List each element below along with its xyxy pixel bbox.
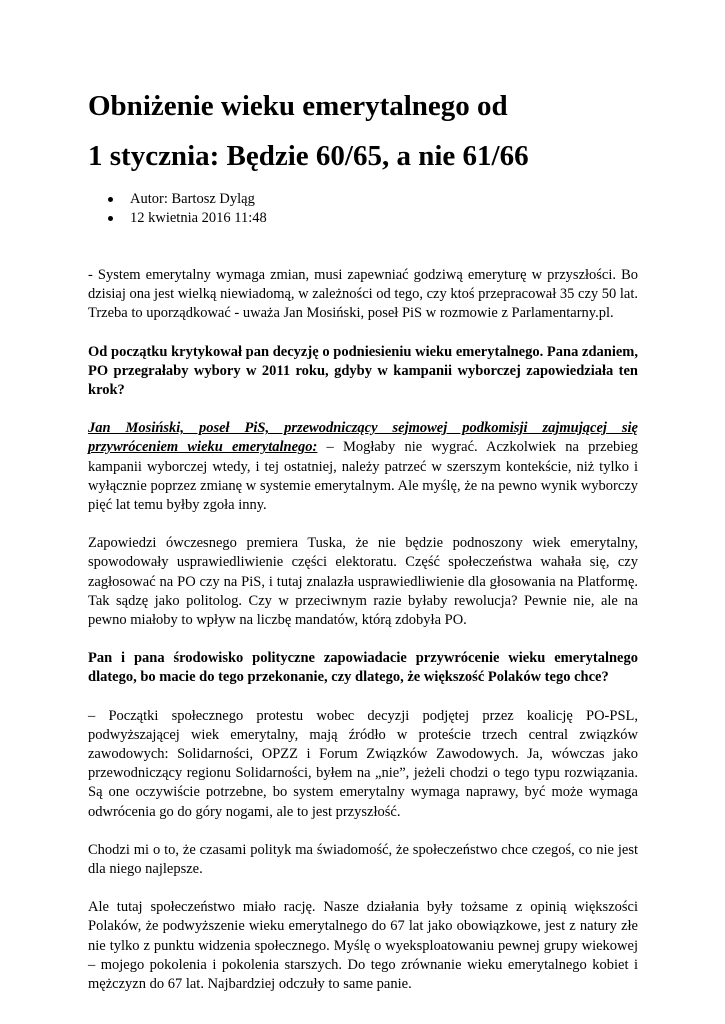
meta-author: Autor: Bartosz Dyląg: [130, 191, 255, 207]
paragraph-4: Chodzi mi o to, że czasami polityk ma świadomość, że społeczeństwo chce czegoś, co nie jest dla niego najlepsze.: [88, 841, 638, 878]
article-meta-list: [88, 190, 267, 228]
article-body: [88, 266, 638, 1013]
article-title-line-1: Obniżenie wieku emerytalnego od: [88, 90, 508, 122]
paragraph-2: Zapowiedzi ówczesnego premiera Tuska, że nie będzie podnoszony wiek emerytalny, spowodowały usprawiedliwienie części elektoratu. Część społeczeństwa wahała się, czy zagłosować na PO czy na PiS, i tutaj znalazła usprawiedliwienie dla głosowania na Platformę. Tak sądzę jako politolog. Czy w przeciwnym razie byłaby rewolucja? Pewnie nie, ale na pewno miałoby to wpływ na liczbę mandatów, którą zdobyła PO.: [88, 535, 638, 629]
answer-1: [88, 419, 638, 515]
paragraph-3: – Początki społecznego protestu wobec decyzji podjętej przez koalicję PO-PSL, podwyższającej wiek emerytalny, mają źródło w proteście trzech central związków zawodowych: Solidarności, OPZZ i Forum Związków Zawodowych. Ja, wówczas jako przewodniczący regionu Solidarności, byłem na „nie”, jeżeli chodzi o tego typu rozwiązania. Są one oczywiście potrzebne, bo system emerytalny wymaga naprawy, być może wymaga odwrócenia go do góry nogami, ale to jest przyszłość.: [88, 707, 638, 820]
meta-date: 12 kwietnia 2016 11:48: [130, 210, 267, 226]
bullet-icon: [108, 216, 113, 221]
meta-date-item: [88, 209, 267, 228]
paragraph-5: Ale tutaj społeczeństwo miało rację. Nasze działania były tożsame z opinią większości Polaków, że podwyższenie wieku emerytalnego do 67 lat jako obowiązkowe, jest z natury złe nie tylko z punktu widzenia społecznego. Myślę o wyeksploatowaniu pewnej grupy wiekowej – mojego pokolenia i pokolenia starszych. Do tego zrównanie wieku emerytalnego kobiet i mężczyzn do 67 lat. Najbardziej odczuły to same panie.: [88, 899, 638, 993]
paragraph-lead: - System emerytalny wymaga zmian, musi zapewniać godziwą emeryturę w przyszłości. Bo dzisiaj ona jest wielką niewiadomą, w zależności od tego, czy ktoś przepracował 35 czy 50 lat. Trzeba to uporządkować - uważa Jan Mosiński, poseł PiS w rozmowie z Parlamentarny.pl.: [88, 267, 638, 322]
question-2: Pan i pana środowisko polityczne zapowiadacie przywrócenie wieku emerytalnego dlatego, bo macie do tego przekonanie, czy dlatego, że większość Polaków tego chce?: [88, 650, 638, 686]
article-title-line-2: 1 stycznia: Będzie 60/65, a nie 61/66: [88, 140, 529, 172]
question-1: Od początku krytykował pan decyzję o podniesieniu wieku emerytalnego. Pana zdaniem, PO przegrałaby wybory w 2011 roku, gdyby w kampanii wyborczej zapowiedziała ten krok?: [88, 343, 638, 399]
bullet-icon: [108, 197, 113, 202]
meta-author-item: [88, 190, 267, 209]
speaker-label: Jan Mosiński, poseł PiS, przewodniczący sejmowej podkomisji zajmującej się przywróceniem wieku emerytalnego:: [88, 420, 638, 456]
answer-1-text: – Mogłaby nie wygrać. Aczkolwiek na przebieg kampanii wyborczej wtedy, i tej ostatniej, należy patrzeć w szerszym kontekście, niż tylko i wyłącznie poprzez zmianę w systemie emerytalnym. Ale myślę, że na pewno wynik wyborczy pięć lat temu byłby zgoła inny.: [88, 439, 638, 514]
